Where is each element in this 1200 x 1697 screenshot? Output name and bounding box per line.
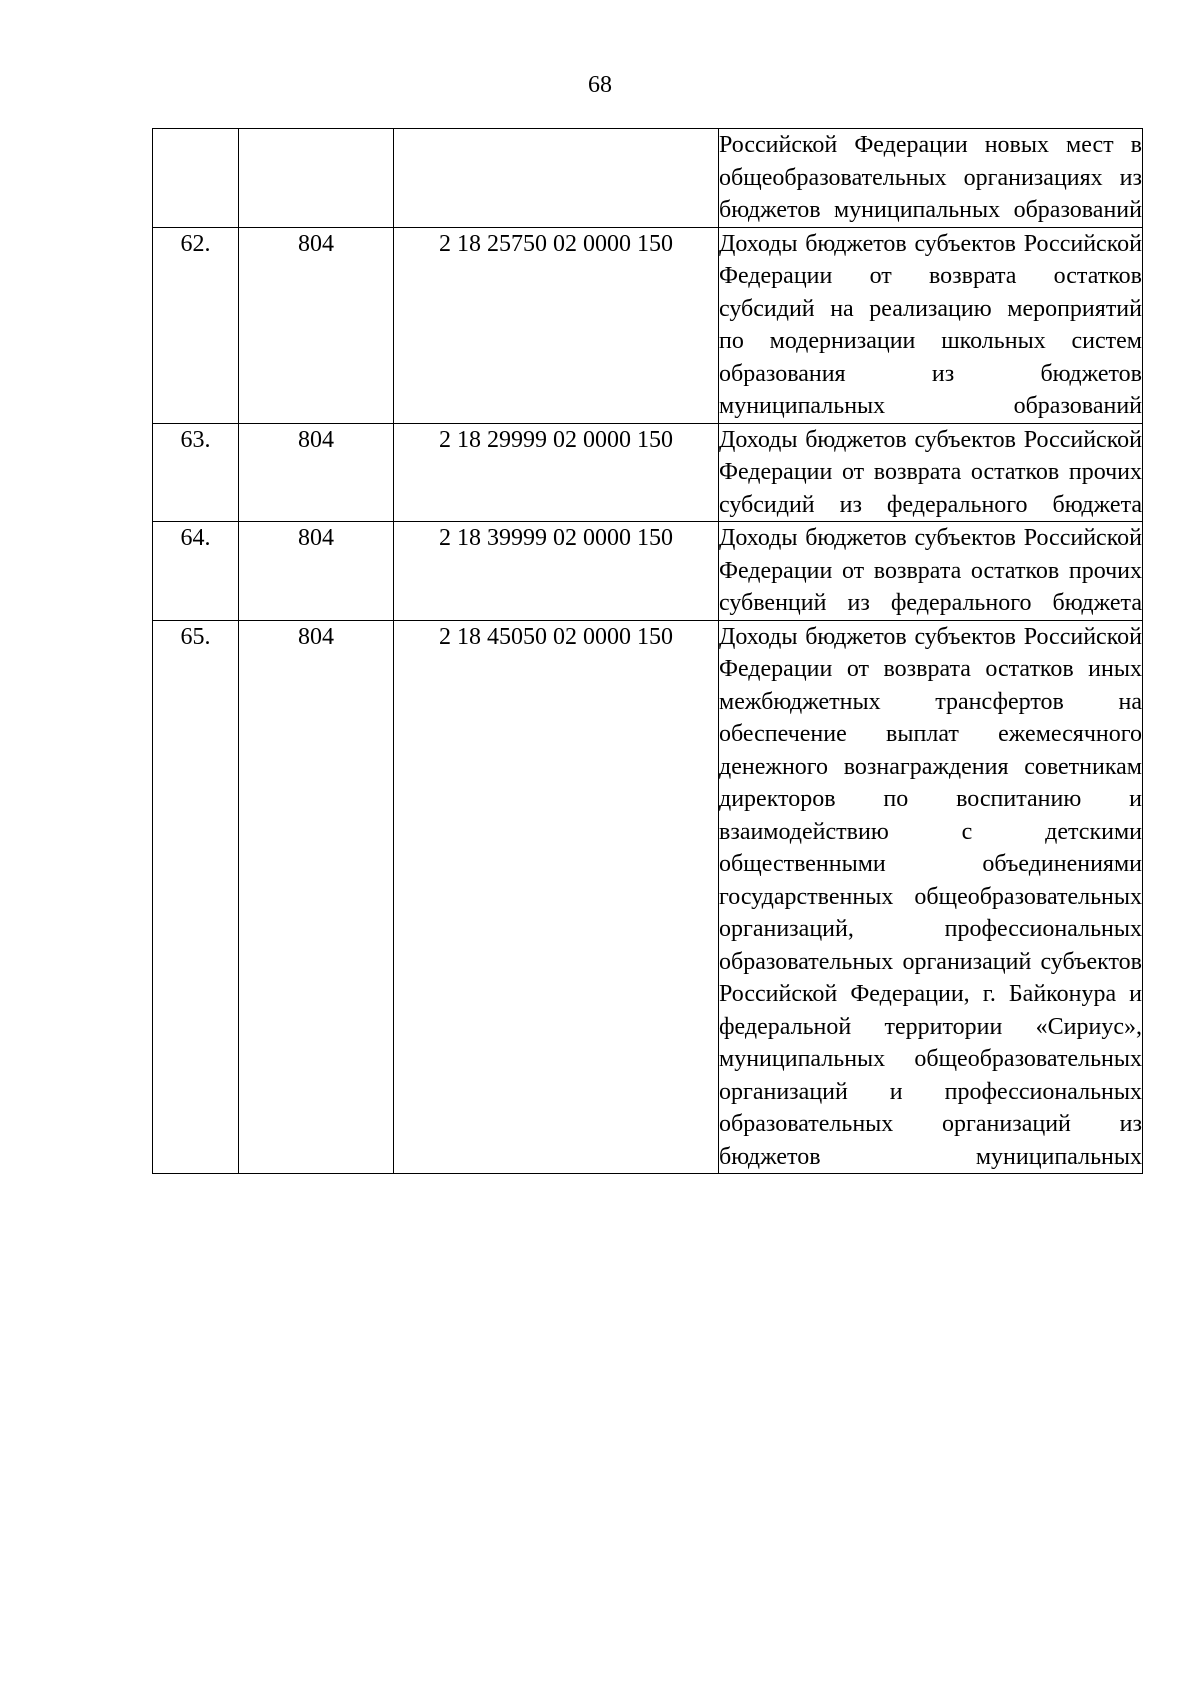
budget-classification-code: 2 18 45050 02 0000 150 xyxy=(394,620,719,1174)
table-row xyxy=(153,423,1143,522)
revenue-description xyxy=(719,423,1143,522)
revenue-description-text: Российской Федерации новых мест в общеобразовательных организациях из бюджетов муниципальных образований xyxy=(719,132,1142,223)
revenue-description-text: Доходы бюджетов субъектов Российской Федерации от возврата остатков иных межбюджетных трансфертов на обеспечение выплат ежемесячного денежного вознаграждения советникам директоров по воспитанию и взаимодействию с детскими общественными объединениями государственных общеобразовательных организаций, профессиональных образовательных организаций субъектов Российской Федерации, г. Байконура и федеральной территории «Сириус», муниципальных общеобразовательных организаций и профессиональных образовательных организаций из бюджетов муниципальных xyxy=(719,623,1142,1170)
administrator-code: 804 xyxy=(239,522,394,621)
row-number: 64. xyxy=(153,522,239,621)
revenue-description-text: Доходы бюджетов субъектов Российской Федерации от возврата остатков прочих субсидий из федерального бюджета xyxy=(719,426,1142,518)
revenue-description xyxy=(719,129,1143,228)
administrator-code: 804 xyxy=(239,620,394,1174)
page-number: 68 xyxy=(588,72,612,98)
administrator-code: 804 xyxy=(239,227,394,423)
administrator-code xyxy=(239,129,394,228)
budget-classification-code: 2 18 39999 02 0000 150 xyxy=(394,522,719,621)
revenue-codes-table xyxy=(152,128,1143,1174)
row-number xyxy=(153,129,239,228)
row-number: 63. xyxy=(153,423,239,522)
table-row xyxy=(153,620,1143,1174)
revenue-description xyxy=(719,620,1143,1174)
budget-classification-code xyxy=(394,129,719,228)
row-number: 62. xyxy=(153,227,239,423)
row-number: 65. xyxy=(153,620,239,1174)
administrator-code: 804 xyxy=(239,423,394,522)
revenue-description-text: Доходы бюджетов субъектов Российской Федерации от возврата остатков прочих субвенций из федерального бюджета xyxy=(719,525,1142,616)
table-row xyxy=(153,522,1143,621)
budget-classification-code: 2 18 25750 02 0000 150 xyxy=(394,227,719,423)
table-row xyxy=(153,227,1143,423)
revenue-description-text: Доходы бюджетов субъектов Российской Федерации от возврата остатков субсидий на реализацию мероприятий по модернизации школьных систем образования из бюджетов муниципальных образований xyxy=(719,230,1142,419)
revenue-description xyxy=(719,522,1143,621)
table-row xyxy=(153,129,1143,228)
budget-classification-code: 2 18 29999 02 0000 150 xyxy=(394,423,719,522)
revenue-description xyxy=(719,227,1143,423)
